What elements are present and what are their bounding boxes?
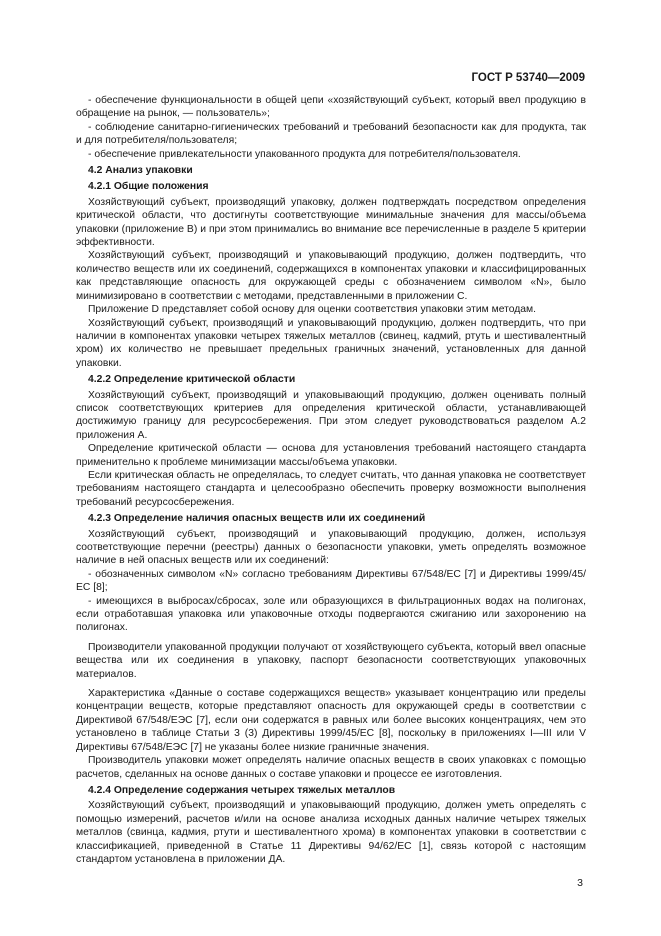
paragraph: Производители упакованной продукции получают от хозяйствующего субъекта, который ввел опасные вещества или их соединения в упаковку, паспорт безопасности соответствующих упаковочных материалов. xyxy=(76,641,586,680)
paragraph: Хозяйствующий субъект, производящий и упаковывающий продукцию, должен, используя соответствующие перечни (реестры) данных о безопасности упаковки, уметь определять возможное наличие в ней опасных веществ или их соединений: xyxy=(76,528,586,567)
paragraph: Производитель упаковки может определять наличие опасных веществ в своих упаковках с помощью расчетов, сделанных на основе данных о составе упаковки и процессе ее изготовления. xyxy=(76,755,586,780)
section-heading: 4.2.2 Определение критической области xyxy=(88,374,296,386)
paragraph: Хозяйствующий субъект, производящий упаковку, должен подтверждать посредством определения критической области, что достигнуты соответствующие минимальные значения для массы/объема упаковки (приложение В) и при этом принимались во внимание все перечисленные в разделе 5 критерии эффективности. xyxy=(76,196,586,249)
paragraph: - имеющихся в выбросах/сбросах, золе или образующихся в фильтрационных водах на полигонах, если отработавшая упаковка или упаковочные отходы подвергаются сжиганию или захоронению на полигонах. xyxy=(76,595,586,634)
paragraph: Характеристика «Данные о составе содержащихся веществ» указывает концентрацию или пределы концентрации веществ, которые представляют опасность для окружающей среды в соответствии с Директивой 67/548/ЕЭС [7], если они содержатся в равных или более высоких концентрациях, чем это установлено в таблице Статьи 3 (3) Директивы 1999/45/ЕС [8], поскольку в приложениях I—III или V Директивы 67/548/ЕЭС [7] не указаны более низкие граничные значения. xyxy=(76,688,586,753)
paragraph: - обеспечение привлекательности упакованного продукта для потребителя/пользователя. xyxy=(88,148,521,160)
paragraph: Определение критической области — основа для установления требований настоящего стандарта применительно к проблеме минимизации массы/объема упаковки. xyxy=(76,443,586,468)
paragraph: - обеспечение функциональности в общей цепи «хозяйствующий субъект, который ввел продукцию в обращение на рынок, — пользователь»; xyxy=(76,95,586,120)
paragraph: Приложение D представляет собой основу для оценки соответствия упаковки этим методам. xyxy=(88,304,537,316)
paragraph: - соблюдение санитарно-гигиенических требований и требований безопасности как для продукта, так и для потребителя/пользователя; xyxy=(76,121,586,147)
paragraph: Хозяйствующий субъект, производящий и упаковывающий продукцию, должен подтвердить, что при наличии в компонентах упаковки четырех тяжелых металлов (свинец, кадмий, ртуть и шестивалентный хром) их количество не превышает предельных граничных значений, установленных для данной упаковки. xyxy=(76,317,586,369)
paragraph: Хозяйствующий субъект, производящий и упаковывающий продукцию, должен уметь определять с помощью измерений, расчетов и/или на основе анализа исходных данных наличие четырех тяжелых металлов (свинца, кадмия, ртути и шестивалентного хрома) в компонентах упаковки в соответствии с классификацией, приведенной в Статье 11 Директивы 94/62/ЕС [1], связь которой с настоящим стандартом установлена в приложении ДА. xyxy=(76,800,586,865)
section-heading: 4.2 Анализ упаковки xyxy=(88,165,193,177)
document-body xyxy=(76,94,586,866)
paragraph: Хозяйствующий субъект, производящий и упаковывающий продукцию, должен оценивать полный список соответствующих критериев для определения критической области, устанавливающей достижимую границу для ресурсосбережения. При этом следует руководствоваться разделом А.2 приложения А. xyxy=(76,389,586,441)
section-heading: 4.2.4 Определение содержания четырех тяжелых металлов xyxy=(88,784,396,796)
document-header: ГОСТ Р 53740—2009 xyxy=(471,72,585,84)
page-number: 3 xyxy=(577,877,583,889)
section-heading: 4.2.1 Общие положения xyxy=(88,181,209,193)
paragraph: Если критическая область не определялась, то следует считать, что данная упаковка не соответствует требованиям настоящего стандарта и целесообразно обеспечить проверку возможности выполнения требований ресурсосбережения. xyxy=(76,469,586,508)
section-heading: 4.2.3 Определение наличия опасных веществ или их соединений xyxy=(88,513,426,525)
paragraph: Хозяйствующий субъект, производящий и упаковывающий продукцию, должен подтвердить, что количество веществ или их соединений, содержащихся в компонентах упаковки и классифицированных как представляющие опасность для окружающей среды с обозначением символом «N», было минимизировано в соответствии с методами, представленными в приложении С. xyxy=(76,250,586,302)
paragraph: - обозначенных символом «N» согласно требованиям Директивы 67/548/ЕС [7] и Директивы 1999/45/ЕС [8]; xyxy=(76,568,586,594)
